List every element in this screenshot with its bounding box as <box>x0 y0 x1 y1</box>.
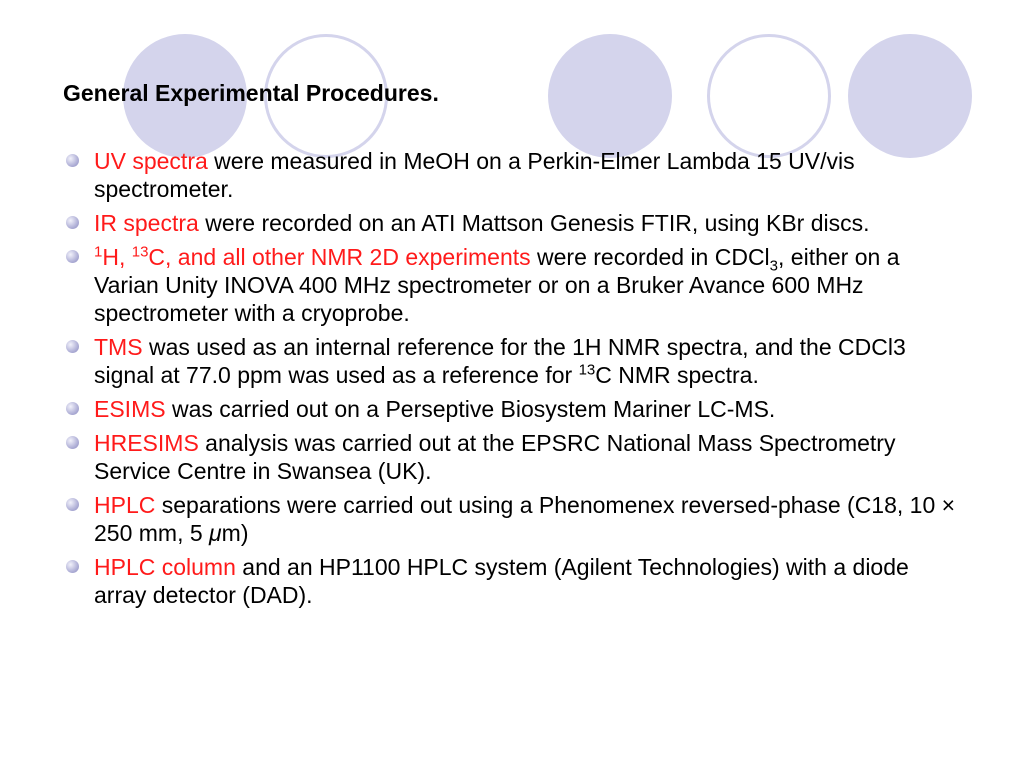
bullet-text: m) <box>221 520 249 546</box>
bullet-text: were measured in MeOH on a Perkin-Elmer Lambda 15 UV/vis spectrometer. <box>94 148 855 202</box>
bullet-highlight: ESIMS <box>94 396 166 422</box>
decor-circle-4 <box>707 34 831 158</box>
bullet-item-nmr <box>66 243 966 327</box>
bullet-text: separations were carried out using a Phenomenex reversed-phase (C18, 10 × 250 mm, 5 <box>94 492 956 546</box>
bullet-icon <box>66 216 79 229</box>
superscript: 1 <box>94 243 103 261</box>
bullet-icon <box>66 498 79 511</box>
bullet-item-hplc-column <box>66 553 966 609</box>
bullet-highlight: HPLC column <box>94 554 236 580</box>
bullet-highlight: HPLC <box>94 492 156 518</box>
bullet-text: was used as an internal reference for the 1H NMR spectra, and the CDCl3 signal at 77.0 ppm was used as a reference for <box>94 334 906 388</box>
bullet-icon <box>66 154 79 167</box>
bullet-text: were recorded on an ATI Mattson Genesis FTIR, using KBr discs. <box>198 210 870 236</box>
decor-circle-3 <box>548 34 672 158</box>
bullet-text: C NMR spectra. <box>595 362 759 388</box>
bullet-highlight: UV spectra <box>94 148 208 174</box>
bullet-text: were recorded in CDCl <box>530 244 770 270</box>
superscript: 13 <box>578 361 596 379</box>
superscript: 13 <box>131 243 149 261</box>
bullet-text: and an HP1100 HPLC system (Agilent Technologies) with a diode array detector (DAD). <box>94 554 909 608</box>
bullet-highlight: TMS <box>94 334 143 360</box>
mu-symbol: μ <box>209 520 222 546</box>
bullet-icon <box>66 402 79 415</box>
bullet-item-uv <box>66 147 966 203</box>
bullet-icon <box>66 560 79 573</box>
bullet-icon <box>66 436 79 449</box>
bullet-item-hplc <box>66 491 966 547</box>
bullet-highlight: C, and all other NMR 2D experiments <box>148 244 531 270</box>
bullet-text: was carried out on a Perseptive Biosystem Mariner LC-MS. <box>165 396 776 422</box>
decor-circle-5 <box>848 34 972 158</box>
bullet-text: , either on a Varian Unity INOVA 400 MHz spectrometer or on a Bruker Avance 600 MHz spectrometer with a cryoprobe. <box>94 244 900 326</box>
bullet-highlight: HRESIMS <box>94 430 199 456</box>
bullet-icon <box>66 250 79 263</box>
slide-title: General Experimental Procedures. <box>63 80 439 106</box>
subscript: 3 <box>769 257 779 275</box>
bullet-highlight: H, <box>102 244 132 270</box>
bullet-highlight: IR spectra <box>94 210 199 236</box>
bullet-item-hresims <box>66 429 966 485</box>
bullet-item-ir <box>66 209 966 237</box>
bullet-icon <box>66 340 79 353</box>
bullet-list <box>66 147 966 615</box>
bullet-item-esims <box>66 395 966 423</box>
bullet-item-tms <box>66 333 966 389</box>
bullet-text: analysis was carried out at the EPSRC National Mass Spectrometry Service Centre in Swansea (UK). <box>94 430 896 484</box>
